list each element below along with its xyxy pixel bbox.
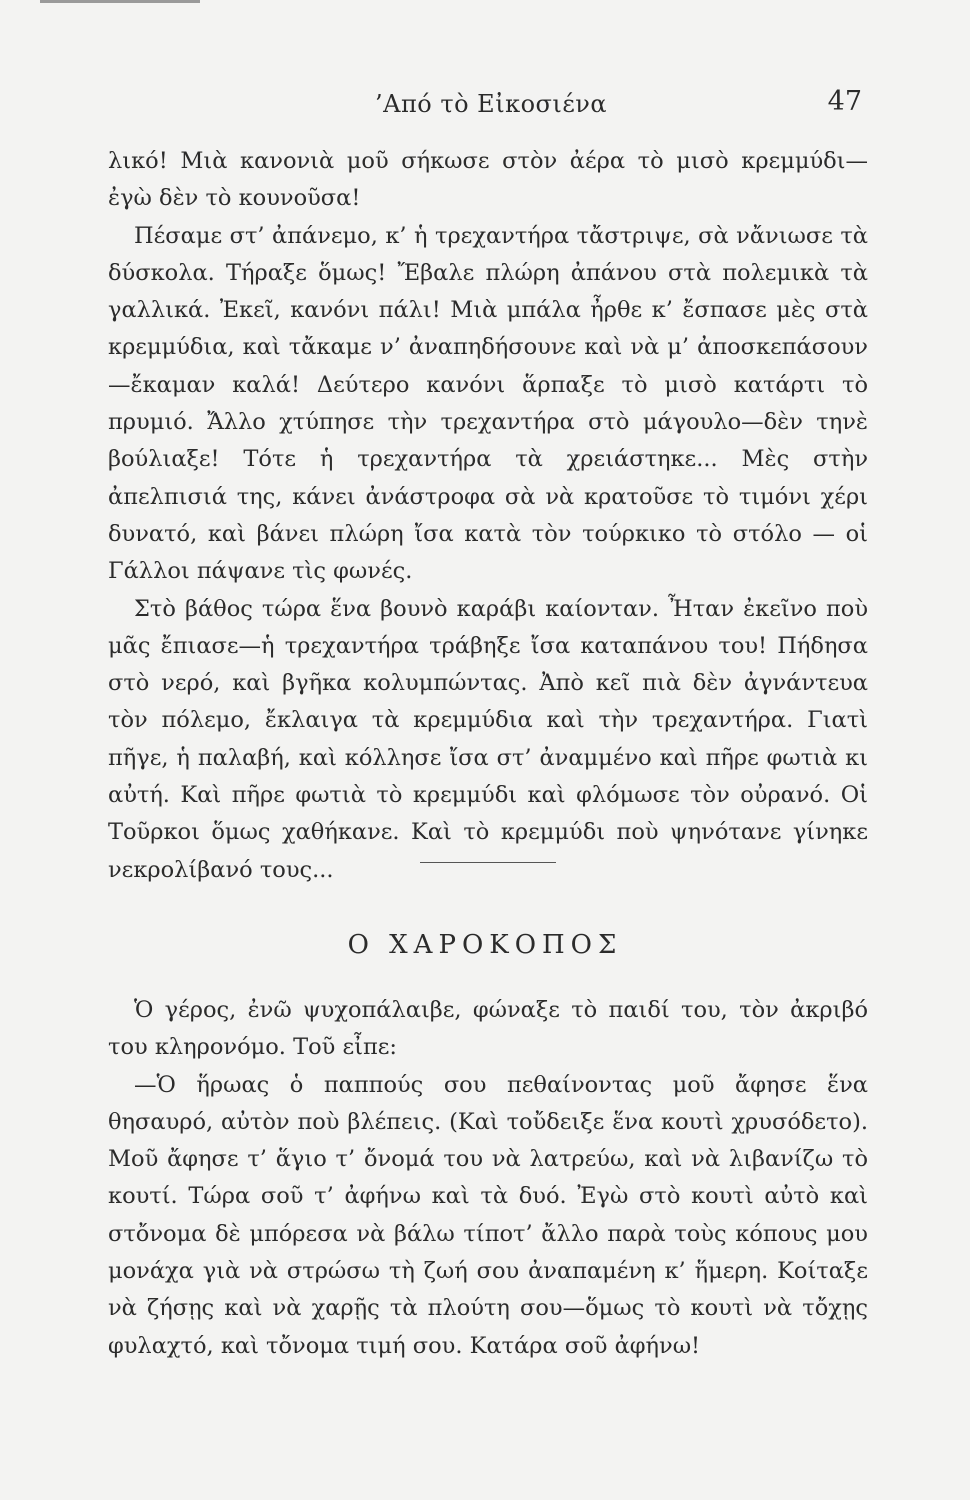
- top-edge-rule: [40, 0, 200, 3]
- page-number: 47: [827, 86, 862, 117]
- section-divider: [420, 862, 556, 863]
- section-title: Ο ΧΑΡΟΚΟΠΟΣ: [347, 930, 623, 960]
- paragraph: Ὁ γέρος, ἐνῶ ψυχοπάλαιβε, φώναξε τὸ παιδί του, τὸν ἀκριβό του κληρονόμο. Τοῦ εἶπε:: [108, 997, 868, 1061]
- running-title: ’Από τὸ Εἰκοσιένα: [375, 90, 608, 118]
- paragraph: λικό! Μιὰ κανονιὰ μοῦ σήκωσε στὸν ἀέρα τὸ μισὸ κρεμμύδι— ἐγὼ δὲν τὸ κουνοῦσα!: [108, 148, 868, 212]
- story-body: [108, 992, 868, 1365]
- page-header: [0, 86, 970, 126]
- paragraph: Στὸ βάθος τώρα ἕνα βουνὸ καράβι καίονταν. Ἦταν ἐκεῖνο ποὺ μᾶς ἔπιασε—ἡ τρεχαντήρα τράβηξε ἴσα καταπάνου του! Πήδησα στὸ νερό, καὶ βγῆκα κολυμπώντας. Ἀπὸ κεῖ πιὰ δὲν ἀγνάντευα τὸν πόλεμο, ἔκλαιγα τὰ κρεμμύδια καὶ τὴν τρεχαντήρα. Γιατὶ πῆγε, ἡ παλαβή, καὶ κόλλησε ἴσα στ’ ἀναμμένο καὶ πῆρε φωτιὰ κι αὐτή. Καὶ πῆρε φωτιὰ τὸ κρεμμύδι καὶ φλόμωσε τὸν οὐρανό. Οἱ Τοῦρκοι ὅμως χαθήκανε. Καὶ τὸ κρεμμύδι ποὺ ψηνότανε γίνηκε νεκρολίβανό τους...: [108, 595, 868, 883]
- paragraph: Πέσαμε στ’ ἀπάνεμο, κ’ ἡ τρεχαντήρα τἄστριψε, σὰ νἄνιωσε τὰ δύσκολα. Τήραξε ὅμως! Ἔβαλε πλώρη ἀπάνου στὰ πολεμικὰ τὰ γαλλικά. Ἐκεῖ, κανόνι πάλι! Μιὰ μπάλα ἦρθε κ’ ἔσπασε μὲς στὰ κρεμμύδια, καὶ τἄκαμε ν’ ἀναπηδήσουνε καὶ νὰ μ’ ἀποσκεπάσουν —ἔκαμαν καλά! Δεύτερο κανόνι ἅρπαξε τὸ μισὸ κατάρτι τὸ πρυμιό. Ἄλλο χτύπησε τὴν τρεχαντήρα στὸ μάγουλο—δὲν τηνὲ βούλιαξε! Τότε ἡ τρεχαντήρα τὰ χρειάστηκε... Μὲς στὴν ἀπελπισιά της, κάνει ἀνάστροφα σὰ νὰ κρατοῦσε τὸ τιμόνι χέρι δυνατό, καὶ βάνει πλώρη ἴσα κατὰ τὸν τούρκικο τὸ στόλο — οἱ Γάλλοι πάψανε τὶς φωνές.: [108, 222, 868, 585]
- paragraph: —Ὁ ἥρωας ὁ παππούς σου πεθαίνοντας μοῦ ἄφησε ἕνα θησαυρό, αὐτὸν ποὺ βλέπεις. (Καὶ τοὔδειξε ἕνα κουτὶ χρυσόδετο). Μοῦ ἄφησε τ’ ἅγιο τ’ ὄνομά του νὰ λατρεύω, καὶ νὰ λιβανίζω τὸ κουτί. Τώρα σοῦ τ’ ἀφήνω καὶ τὰ δυό. Ἐγὼ στὸ κουτὶ αὐτὸ καὶ στὄνομα δὲ μπόρεσα νὰ βάλω τίποτ’ ἄλλο παρὰ τοὺς κόπους μου μονάχα γιὰ νὰ στρώσω τὴ ζωή σου ἀναπαμένη κ’ ἥμερη. Κοίταξε νὰ ζήσῃς καὶ νὰ χαρῇς τὰ πλούτη σου—ὅμως τὸ κουτὶ νὰ τὄχῃς φυλαχτό, καὶ τὄνομα τιμή σου. Κατάρα σοῦ ἀφήνω!: [108, 1071, 868, 1359]
- story-continuation: [108, 143, 868, 889]
